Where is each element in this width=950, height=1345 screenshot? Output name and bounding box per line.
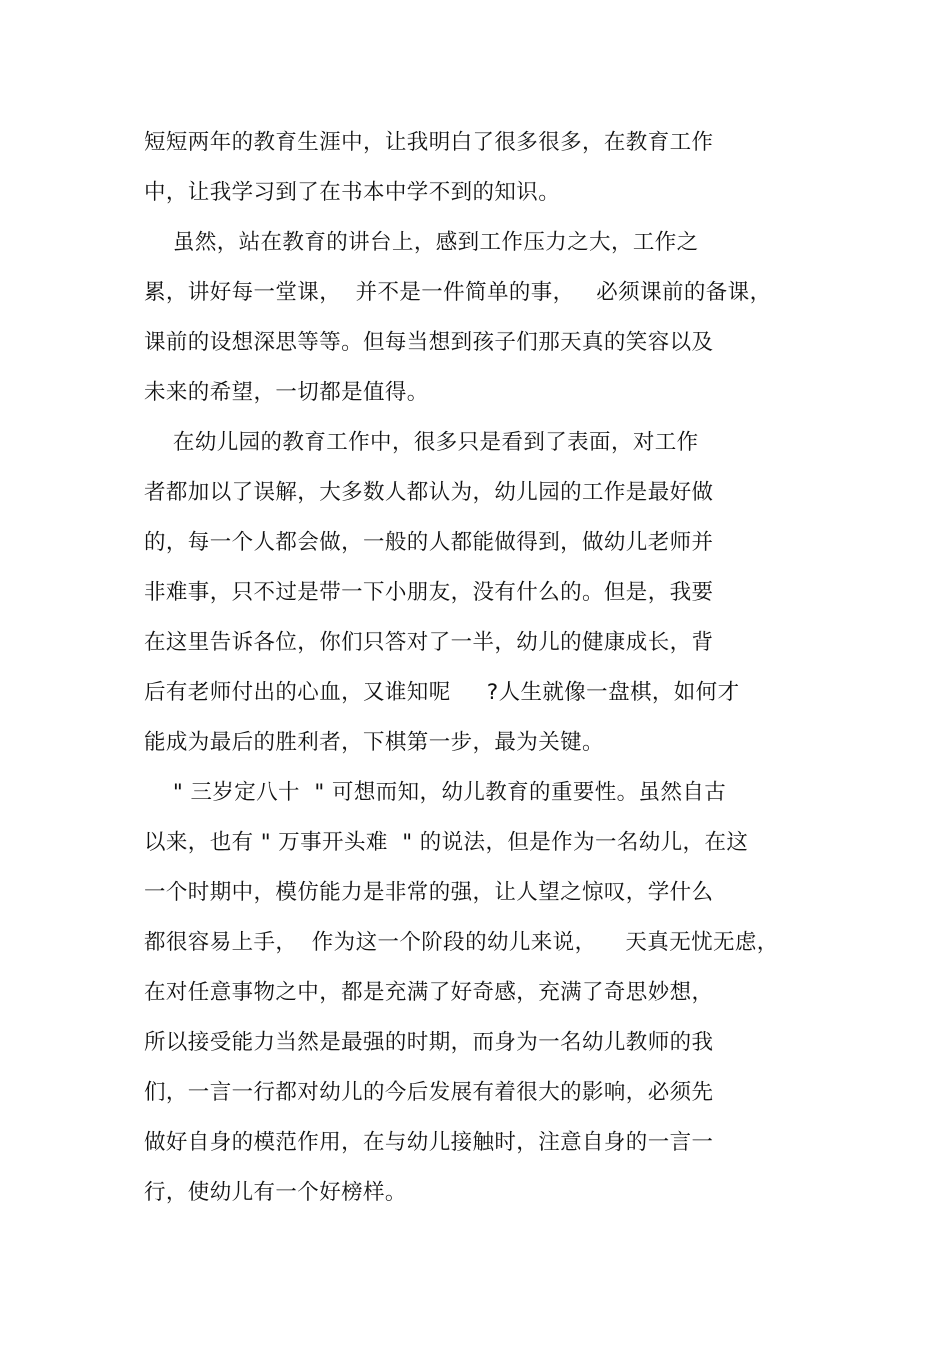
text-line: " 三岁定八十 " 可想而知，幼儿教育的重要性。虽然自古: [144, 780, 727, 805]
text-line: 者都加以了误解，大多数人都认为，幼儿园的工作是最好做: [144, 480, 714, 505]
text-line: 在这里告诉各位，你们只答对了一半，幼儿的健康成长，背: [144, 630, 714, 655]
text-line: 在对任意事物之中，都是充满了好奇感，充满了奇思妙想，: [144, 980, 714, 1005]
text-line: 未来的希望，一切都是值得。: [144, 380, 429, 405]
text-line: 虽然，站在教育的讲台上，感到工作压力之大，工作之: [144, 230, 699, 255]
text-line: 课前的设想深思等等。但每当想到孩子们那天真的笑容以及: [144, 330, 714, 355]
text-line: 能成为最后的胜利者，下棋第一步，最为关键。: [144, 730, 604, 755]
text-line: 累，讲好每一堂课， 并不是一件简单的事， 必须课前的备课，: [144, 280, 772, 305]
text-line: 都很容易上手， 作为这一个阶段的幼儿来说， 天真无忧无虑，: [144, 930, 779, 955]
text-line: 一个时期中，模仿能力是非常的强，让人望之惊叹，学什么: [144, 880, 714, 905]
text-line: 所以接受能力当然是最强的时期，而身为一名幼儿教师的我: [144, 1030, 714, 1055]
text-line: 在幼儿园的教育工作中，很多只是看到了表面，对工作: [144, 430, 699, 455]
text-line: 行，使幼儿有一个好榜样。: [144, 1180, 407, 1205]
text-line: 短短两年的教育生涯中，让我明白了很多很多，在教育工作: [144, 130, 714, 155]
body-text: [144, 118, 804, 1218]
text-line: 们，一言一行都对幼儿的今后发展有着很大的影响，必须先: [144, 1080, 714, 1105]
text-line: 中，让我学习到了在书本中学不到的知识。: [144, 180, 561, 205]
text-line: 的，每一个人都会做，一般的人都能做得到，做幼儿老师并: [144, 530, 714, 555]
text-line: 非难事，只不过是带一下小朋友，没有什么的。但是，我要: [144, 580, 714, 605]
text-line: 以来，也有 " 万事开头难 " 的说法，但是作为一名幼儿，在这: [144, 830, 749, 855]
text-line: 后有老师付出的心血，又谁知呢 ?人生就像一盘棋，如何才: [144, 680, 740, 705]
text-line: 做好自身的模范作用，在与幼儿接触时，注意自身的一言一: [144, 1130, 714, 1155]
